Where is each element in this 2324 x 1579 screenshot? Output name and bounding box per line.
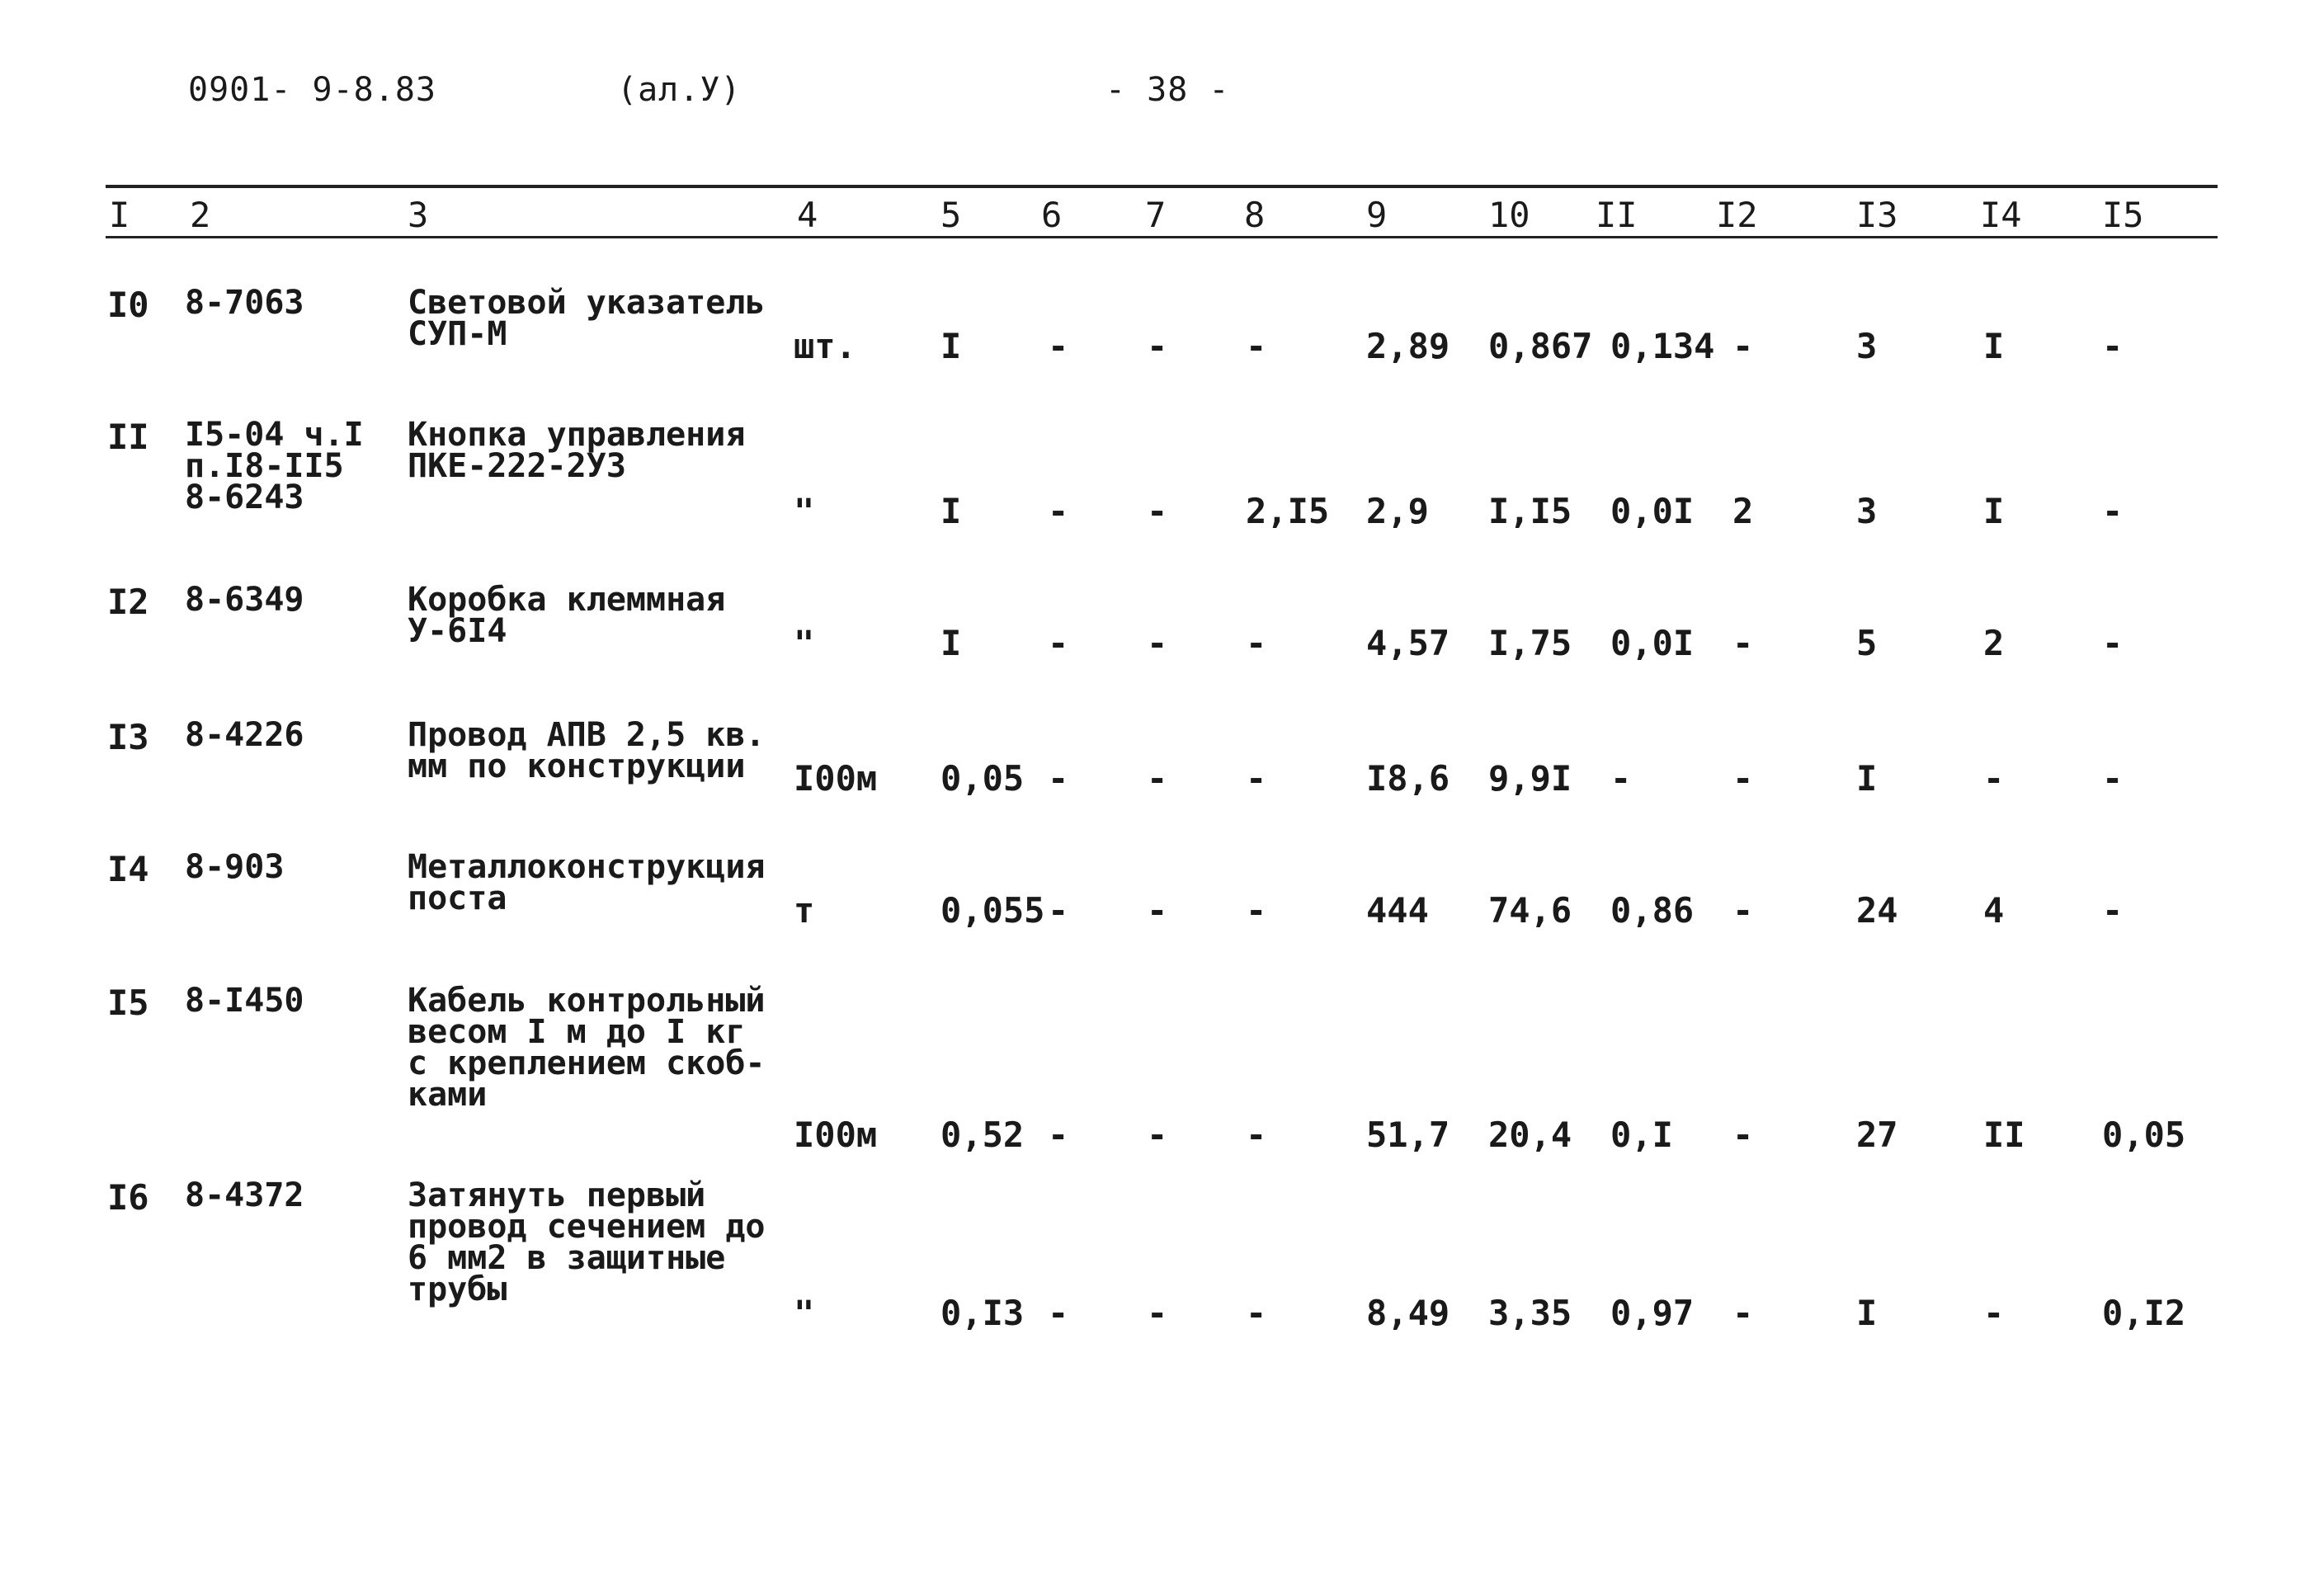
row-value-c14: -	[1983, 1293, 2005, 1333]
row-value-c11: -	[1610, 758, 1632, 799]
row-value-c10: 74,6	[1488, 890, 1572, 931]
row-value-c14: II	[1983, 1115, 2025, 1155]
row-value-c10: 0,867	[1488, 326, 1593, 366]
row-value-c13: 24	[1856, 890, 1898, 931]
column-header-8: 8	[1244, 195, 1266, 235]
column-header-2: 2	[190, 195, 211, 235]
row-value-c12: -	[1732, 890, 1754, 931]
row-value-c15: -	[2102, 326, 2124, 366]
row-description: Световой указатель СУП-М	[408, 284, 766, 353]
row-value-c11: 0,134	[1610, 326, 1715, 366]
row-value-c15: -	[2102, 890, 2124, 931]
row-number: I2	[107, 582, 149, 622]
row-value-c9: 51,7	[1366, 1115, 1450, 1155]
row-value-unit: "	[794, 1293, 815, 1333]
row-value-unit: "	[794, 491, 815, 531]
row-value-c14: I	[1983, 491, 2005, 531]
row-number: I4	[107, 849, 149, 889]
row-value-c13: 3	[1856, 326, 1878, 366]
row-value-c15: -	[2102, 491, 2124, 531]
row-value-c8: -	[1246, 890, 1267, 931]
row-value-c13: 27	[1856, 1115, 1898, 1155]
album-label: (ал.У)	[617, 71, 742, 109]
row-value-c9: 4,57	[1366, 623, 1450, 663]
row-value-c9: I8,6	[1366, 758, 1450, 799]
row-value-c9: 444	[1366, 890, 1429, 931]
row-code: 8-7063	[185, 284, 304, 322]
row-value-c12: -	[1732, 326, 1754, 366]
row-value-c5: 0,05	[940, 758, 1025, 799]
row-value-c11: 0,86	[1610, 890, 1695, 931]
row-value-c12: -	[1732, 623, 1754, 663]
row-value-c8: 2,I5	[1246, 491, 1330, 531]
row-value-c10: I,I5	[1488, 491, 1572, 531]
row-value-c14: 2	[1983, 623, 2005, 663]
row-value-unit: I00м	[794, 758, 878, 799]
row-value-c6: -	[1048, 1293, 1069, 1333]
row-value-c12: -	[1732, 1293, 1754, 1333]
document-code: 0901- 9-8.83	[188, 71, 436, 109]
row-value-c13: 3	[1856, 491, 1878, 531]
row-value-c13: I	[1856, 758, 1878, 799]
row-value-c5: I	[940, 623, 962, 663]
column-header-14: I4	[1980, 195, 2022, 235]
row-value-c6: -	[1048, 326, 1069, 366]
row-value-c5: 0,52	[940, 1115, 1025, 1155]
row-value-c7: -	[1147, 491, 1168, 531]
row-value-c15: 0,05	[2102, 1115, 2186, 1155]
row-value-c9: 2,89	[1366, 326, 1450, 366]
column-header-11: II	[1596, 195, 1638, 235]
row-description: Кабель контрольный весом I м до I кг с креплением скоб- ками	[408, 982, 766, 1114]
row-value-c5: 0,055	[940, 890, 1045, 931]
row-value-c11: 0,I	[1610, 1115, 1673, 1155]
row-number: II	[107, 417, 149, 457]
row-number: I3	[107, 717, 149, 757]
row-code: 8-903	[185, 848, 285, 886]
row-description: Коробка клеммная У-6I4	[408, 581, 726, 650]
column-header-6: 6	[1041, 195, 1063, 235]
column-header-5: 5	[940, 195, 962, 235]
row-value-c8: -	[1246, 326, 1267, 366]
row-value-c13: I	[1856, 1293, 1878, 1333]
row-value-c10: I,75	[1488, 623, 1572, 663]
column-header-7: 7	[1145, 195, 1167, 235]
row-value-c9: 8,49	[1366, 1293, 1450, 1333]
row-value-c15: 0,I2	[2102, 1293, 2186, 1333]
row-value-c14: I	[1983, 326, 2005, 366]
row-description: Провод АПВ 2,5 кв. мм по конструкции	[408, 716, 766, 785]
row-code: 8-4226	[185, 716, 304, 754]
table-top-rule	[106, 185, 2218, 188]
row-number: I0	[107, 285, 149, 325]
row-value-c10: 20,4	[1488, 1115, 1572, 1155]
column-header-3: 3	[408, 195, 429, 235]
row-value-c11: 0,0I	[1610, 623, 1695, 663]
row-value-c8: -	[1246, 1293, 1267, 1333]
table-header-rule	[106, 236, 2218, 238]
row-value-c8: -	[1246, 623, 1267, 663]
row-value-c9: 2,9	[1366, 491, 1429, 531]
row-value-c6: -	[1048, 1115, 1069, 1155]
row-value-c12: 2	[1732, 491, 1754, 531]
row-code: 8-4372	[185, 1176, 304, 1214]
row-value-c11: 0,0I	[1610, 491, 1695, 531]
row-value-c10: 9,9I	[1488, 758, 1572, 799]
row-value-c7: -	[1147, 890, 1168, 931]
column-header-15: I5	[2102, 195, 2144, 235]
column-header-9: 9	[1366, 195, 1388, 235]
row-value-c7: -	[1147, 326, 1168, 366]
row-value-c6: -	[1048, 758, 1069, 799]
row-value-c5: I	[940, 491, 962, 531]
row-value-c8: -	[1246, 758, 1267, 799]
column-header-1: I	[109, 195, 130, 235]
row-value-c6: -	[1048, 623, 1069, 663]
row-value-c5: 0,I3	[940, 1293, 1025, 1333]
row-value-c11: 0,97	[1610, 1293, 1695, 1333]
page-number: - 38 -	[1105, 71, 1230, 109]
row-value-unit: "	[794, 623, 815, 663]
column-header-12: I2	[1716, 195, 1758, 235]
row-code: I5-04 ч.I п.I8-II5 8-6243	[185, 416, 364, 516]
column-header-4: 4	[797, 195, 818, 235]
row-value-c14: -	[1983, 758, 2005, 799]
row-value-c14: 4	[1983, 890, 2005, 931]
row-number: I5	[107, 983, 149, 1023]
row-value-unit: шт.	[794, 326, 856, 366]
row-value-c7: -	[1147, 623, 1168, 663]
row-value-unit: I00м	[794, 1115, 878, 1155]
column-header-10: 10	[1488, 195, 1530, 235]
row-value-c8: -	[1246, 1115, 1267, 1155]
row-value-c7: -	[1147, 1293, 1168, 1333]
row-value-c6: -	[1048, 890, 1069, 931]
row-description: Металлоконструкция поста	[408, 848, 766, 917]
row-value-c13: 5	[1856, 623, 1878, 663]
row-value-c15: -	[2102, 623, 2124, 663]
row-value-unit: т	[794, 890, 815, 931]
row-code: 8-I450	[185, 982, 304, 1020]
row-value-c7: -	[1147, 758, 1168, 799]
row-description: Затянуть первый провод сечением до 6 мм2 в защитные трубы	[408, 1176, 766, 1308]
row-value-c10: 3,35	[1488, 1293, 1572, 1333]
row-value-c6: -	[1048, 491, 1069, 531]
row-value-c15: -	[2102, 758, 2124, 799]
column-header-13: I3	[1856, 195, 1898, 235]
row-value-c5: I	[940, 326, 962, 366]
row-value-c12: -	[1732, 758, 1754, 799]
row-number: I6	[107, 1177, 149, 1218]
row-value-c7: -	[1147, 1115, 1168, 1155]
row-code: 8-6349	[185, 581, 304, 619]
row-value-c12: -	[1732, 1115, 1754, 1155]
row-description: Кнопка управления ПКЕ-222-2У3	[408, 416, 746, 485]
